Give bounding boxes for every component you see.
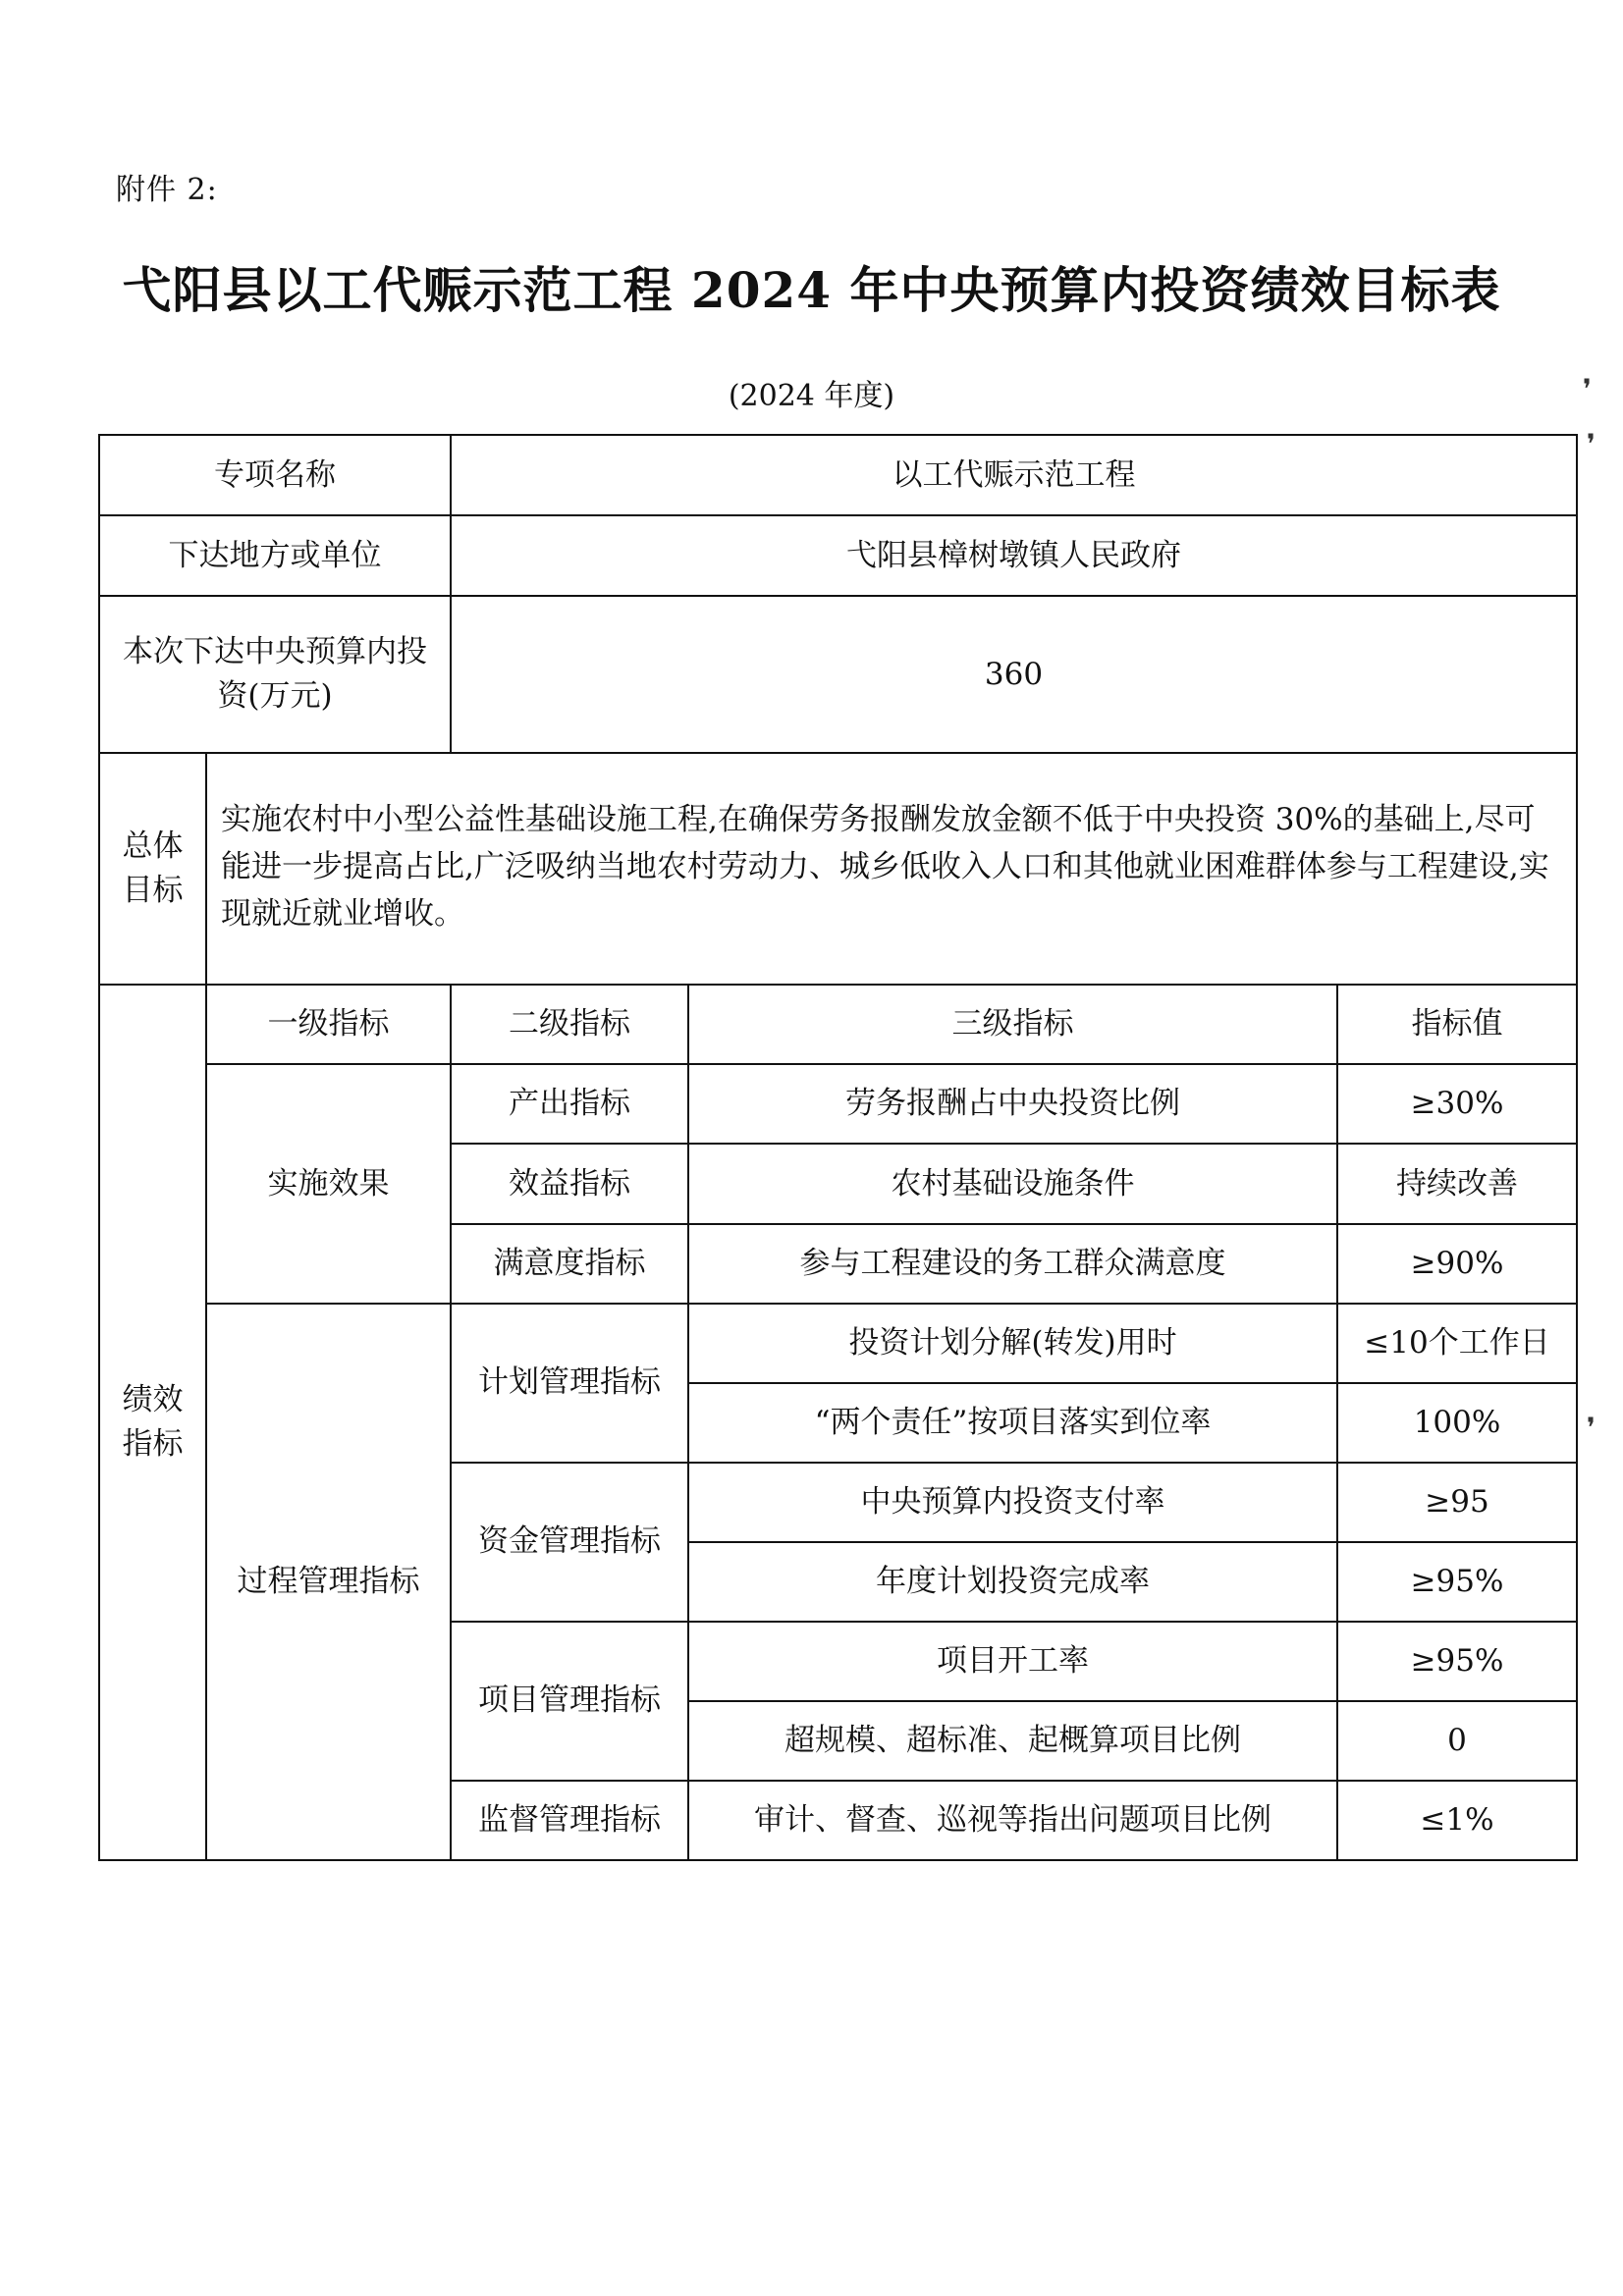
level1-cell: 过程管理指标 bbox=[206, 1304, 451, 1860]
level3-cell: 项目开工率 bbox=[688, 1622, 1337, 1701]
header-level1: 一级指标 bbox=[206, 985, 451, 1064]
level2-cell: 监督管理指标 bbox=[451, 1781, 688, 1860]
level2-cell: 资金管理指标 bbox=[451, 1463, 688, 1622]
info-label: 本次下达中央预算内投资(万元) bbox=[99, 596, 451, 753]
level2-cell: 计划管理指标 bbox=[451, 1304, 688, 1463]
document-title: 弋阳县以工代赈示范工程 2024 年中央预算内投资绩效目标表 bbox=[122, 261, 1501, 319]
level3-cell: 投资计划分解(转发)用时 bbox=[688, 1304, 1337, 1383]
scan-mark: ❜ bbox=[1583, 373, 1593, 405]
info-label: 专项名称 bbox=[99, 435, 451, 515]
level3-cell: 劳务报酬占中央投资比例 bbox=[688, 1064, 1337, 1144]
level3-cell: 年度计划投资完成率 bbox=[688, 1542, 1337, 1622]
level2-cell: 项目管理指标 bbox=[451, 1622, 688, 1781]
overall-goal-text: 实施农村中小型公益性基础设施工程,在确保劳务报酬发放金额不低于中央投资 30%的基础上,尽可能进一步提高占比,广泛吸纳当地农村劳动力、城乡低收入人口和其他就业困难群体参与工程建设,实现就近就业增收。 bbox=[206, 753, 1577, 985]
level3-cell: 超规模、超标准、起概算项目比例 bbox=[688, 1701, 1337, 1781]
level2-cell: 产出指标 bbox=[451, 1064, 688, 1144]
indicator-value: 持续改善 bbox=[1337, 1144, 1577, 1223]
indicator-value: ≥95 bbox=[1337, 1463, 1577, 1542]
attachment-label: 附件 2: bbox=[116, 173, 218, 207]
header-level3: 三级指标 bbox=[688, 985, 1337, 1064]
level3-cell: 参与工程建设的务工群众满意度 bbox=[688, 1224, 1337, 1304]
overall-goal-label: 总体目标 bbox=[99, 753, 206, 985]
info-value: 弋阳县樟树墩镇人民政府 bbox=[451, 515, 1577, 596]
indicator-value: ≤1% bbox=[1337, 1781, 1577, 1860]
level3-cell: 审计、督查、巡视等指出问题项目比例 bbox=[688, 1781, 1337, 1860]
level2-cell: 满意度指标 bbox=[451, 1224, 688, 1304]
indicator-header-row bbox=[99, 985, 1577, 1064]
indicator-value: ≥30% bbox=[1337, 1064, 1577, 1144]
level3-cell: 中央预算内投资支付率 bbox=[688, 1463, 1337, 1542]
indicator-value: ≤10个工作日 bbox=[1337, 1304, 1577, 1383]
info-value: 360 bbox=[451, 596, 1577, 753]
info-row-investment bbox=[99, 596, 1577, 753]
level3-cell: “两个责任”按项目落实到位率 bbox=[688, 1383, 1337, 1463]
indicator-value: 100% bbox=[1337, 1383, 1577, 1463]
scan-mark: ❜ bbox=[1587, 1412, 1596, 1444]
info-row-project-name bbox=[99, 435, 1577, 515]
performance-label: 绩效指标 bbox=[99, 985, 206, 1860]
indicator-row bbox=[99, 1304, 1577, 1383]
level3-cell: 农村基础设施条件 bbox=[688, 1144, 1337, 1223]
indicator-value: ≥95% bbox=[1337, 1622, 1577, 1701]
header-value: 指标值 bbox=[1337, 985, 1577, 1064]
info-label: 下达地方或单位 bbox=[99, 515, 451, 596]
performance-target-table bbox=[98, 434, 1578, 1861]
info-row-unit bbox=[99, 515, 1577, 596]
header-level2: 二级指标 bbox=[451, 985, 688, 1064]
info-value: 以工代赈示范工程 bbox=[451, 435, 1577, 515]
level1-cell: 实施效果 bbox=[206, 1064, 451, 1303]
indicator-value: ≥90% bbox=[1337, 1224, 1577, 1304]
indicator-value: ≥95% bbox=[1337, 1542, 1577, 1622]
indicator-value: 0 bbox=[1337, 1701, 1577, 1781]
level2-cell: 效益指标 bbox=[451, 1144, 688, 1223]
scan-mark: ❜ bbox=[1587, 428, 1596, 460]
overall-goal-row bbox=[99, 753, 1577, 985]
indicator-row bbox=[99, 1064, 1577, 1144]
year-label: (2024 年度) bbox=[728, 379, 895, 413]
